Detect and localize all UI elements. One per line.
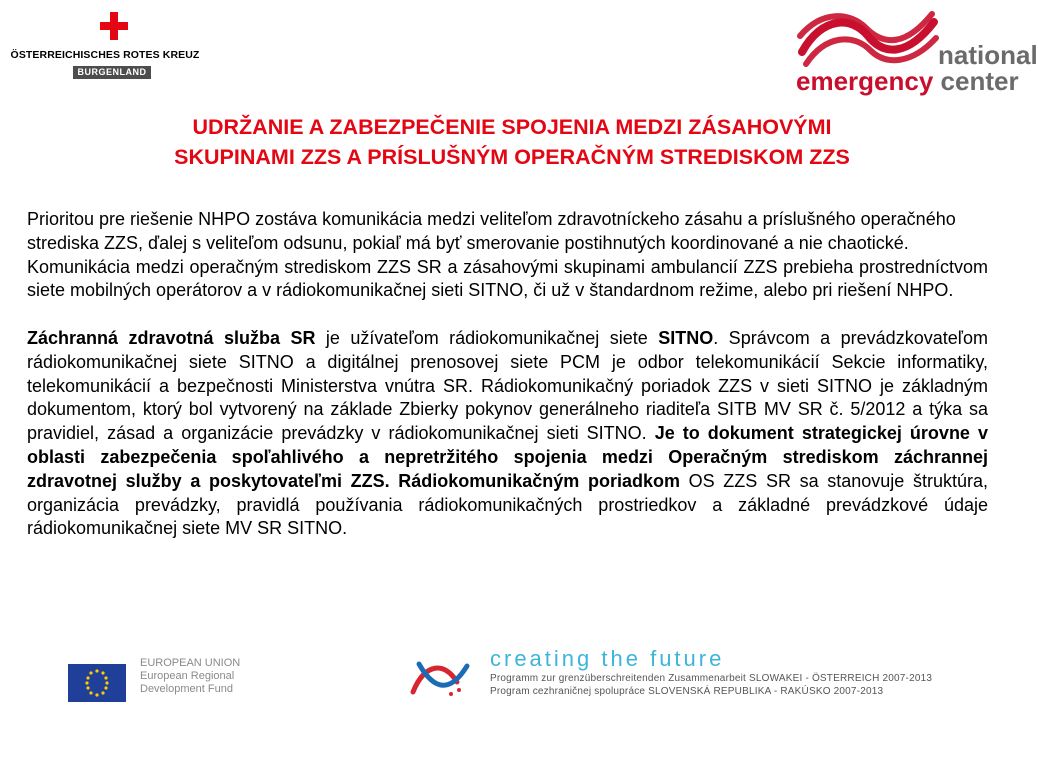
national-emergency-center-logo	[794, 10, 1038, 96]
paragraph-priority: Prioritou pre riešenie NHPO zostáva komunikácia medzi veliteľom zdravotníckeho zásahu a príslušného operačného strediska ZZS, ďalej s veliteľom odsunu, pokiaľ má byť smerovanie postihnutých koordinované a nie chaotické.	[27, 209, 956, 253]
sitno-bold: SITNO	[658, 327, 714, 348]
creating-the-future-title: creating the future	[490, 646, 725, 671]
creating-the-future-mark-icon	[405, 652, 475, 702]
zzs-sr-bold: Záchranná zdravotná služba SR	[27, 327, 316, 348]
program-line-sk: Program cezhraničnej spolupráce SLOVENSKÁ REPUBLIKA - RAKÚSKO 2007-2013	[490, 686, 884, 697]
eu-flag-icon	[68, 664, 126, 702]
red-cross-icon	[100, 12, 128, 40]
page-title-line1: UDRŽANIE A ZABEZPEČENIE SPOJENIA MEDZI ZÁSAHOVÝMI	[192, 115, 832, 139]
red-cross-region-badge: BURGENLAND	[73, 66, 151, 79]
nec-wave-icon	[796, 12, 940, 68]
nec-title-emergency: emergency	[796, 66, 934, 96]
nec-title-line2	[796, 68, 1019, 94]
nec-title-national: national	[938, 40, 1038, 70]
footer-program-logos	[0, 640, 1024, 704]
eu-fund-label: EUROPEAN UNION European Regional Development Fund	[140, 657, 241, 695]
paragraph-sitno: Záchranná zdravotná služba SR je užívateľom rádiokomunikačnej siete SITNO. Správcom a prevádzkovateľom rádiokomunikačnej siete SITNO a digitálnej prenosovej siete PCM je odbor telekomunikácií Sekcie informatiky, telekomunikácií a bezpečnosti Ministerstva vnútra SR. Rádiokomunikačný poriadok ZZS v sieti SITNO je základným dokumentom, ktorý bol vytvorený na základe Zbierky pokynov generálneho riaditeľa SITB MV SR č. 5/2012 a týka sa pravidiel, zásad a organizácie prevádzky v rádiokomunikačnej sieti SITNO. Je to dokument strategickej úrovne v oblasti zabezpečenia spoľahlivého a nepretržitého spojenia medzi Operačným strediskom záchrannej zdravotnej služby a poskytovateľmi ZZS. Rádiokomunikačným poriadkom OS ZZS SR sa stanovuje štruktúra, organizácia prevádzky, pravidlá používania rádiokomunikačných prostriedkov a základné prevádzkové údaje rádiokomunikačnej siete MV SR SITNO.	[27, 327, 989, 539]
nec-title-center: center	[940, 66, 1019, 96]
body-content	[27, 208, 988, 541]
page-title	[20, 112, 1004, 172]
paragraph-communication: Komunikácia medzi operačným strediskom ZZS SR a zásahovými skupinami ambulancií ZZS prebieha prostredníctvom siete mobilných operátorov a v rádiokomunikačnej sieti SITNO, či už v štandardnom režime, alebo pri riešení NHPO.	[27, 256, 988, 301]
red-cross-name: ÖSTERREICHISCHES ROTES KREUZ	[10, 49, 200, 61]
red-cross-logo	[10, 12, 200, 84]
page-title-line2: SKUPINAMI ZZS A PRÍSLUŠNÝM OPERAČNÝM STREDISKOM ZZS	[174, 145, 850, 169]
strategic-document-bold: Je to dokument strategickej úrovne v oblasti zabezpečenia spoľahlivého a nepretržitého spojenia medzi Operačným strediskom záchrannej zdravotnej služby a poskytovateľmi ZZS. Rádiokomunikačným poriadkom	[27, 423, 989, 491]
program-line-de: Programm zur grenzüberschreitenden Zusammenarbeit SLOWAKEI - ÖSTERREICH 2007-2013	[490, 673, 933, 684]
